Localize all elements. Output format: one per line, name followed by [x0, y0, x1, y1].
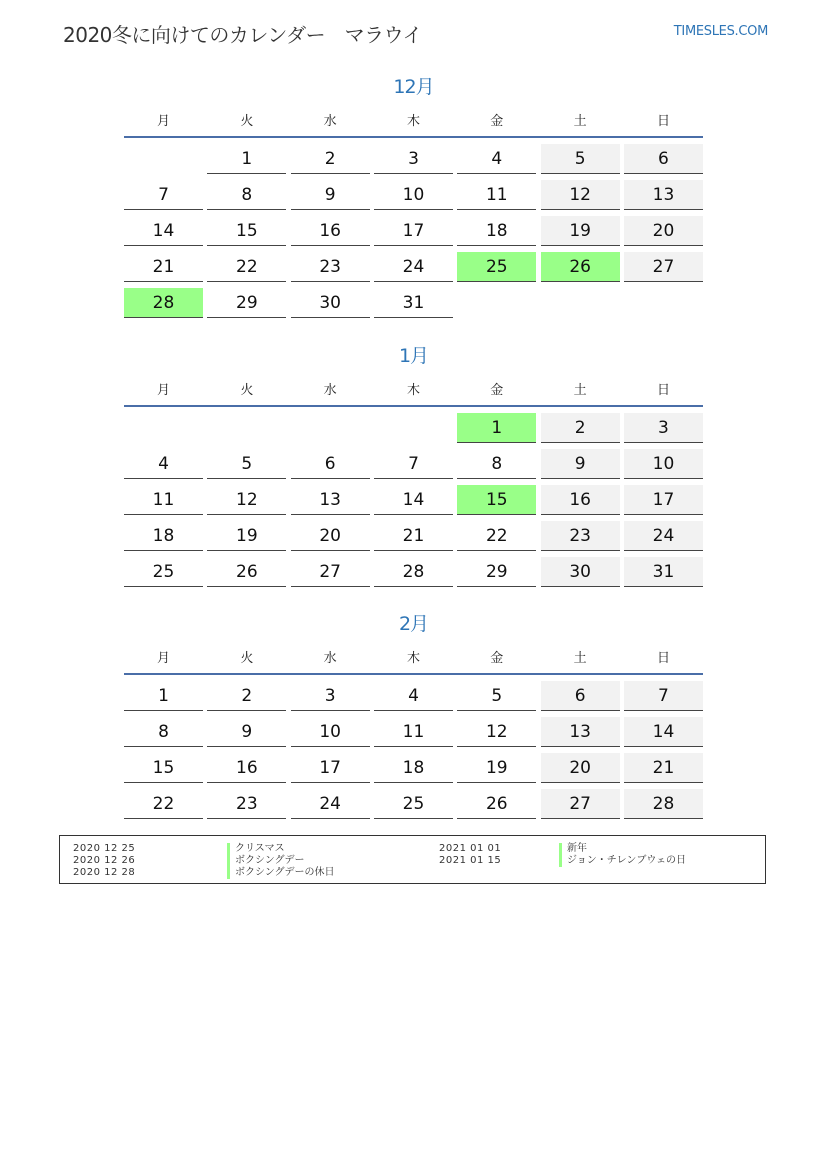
day-cell: 8: [124, 717, 203, 747]
week-row: [124, 144, 703, 174]
week-row: [124, 717, 703, 747]
day-cell: 3: [624, 413, 703, 443]
legend-holiday-name: クリスマス: [227, 843, 285, 855]
day-cell: 1: [124, 681, 203, 711]
day-cell: 22: [457, 521, 536, 551]
week-row: [124, 252, 703, 282]
day-cell: 2: [207, 681, 286, 711]
empty-day-cell: [541, 288, 620, 318]
day-cell: 17: [374, 216, 453, 246]
weekday-label: 水: [323, 651, 337, 666]
weekday-label: 日: [656, 651, 670, 666]
day-cell: 18: [374, 753, 453, 783]
day-cell: 5: [207, 449, 286, 479]
page-title: 2020冬に向けてのカレンダー マラウイ: [63, 23, 422, 47]
weekday-label: 火: [240, 383, 254, 398]
empty-day-cell: [207, 413, 286, 443]
day-cell: 27: [291, 557, 370, 587]
week-row: [124, 216, 703, 246]
week-row: [124, 521, 703, 551]
day-cell: 19: [541, 216, 620, 246]
header-divider: [124, 405, 703, 407]
weekday-label: 土: [573, 651, 587, 666]
week-row: [124, 485, 703, 515]
day-cell: 24: [624, 521, 703, 551]
day-cell: 6: [624, 144, 703, 174]
day-cell: 12: [207, 485, 286, 515]
day-cell: 4: [124, 449, 203, 479]
weekday-header-row: [124, 110, 703, 129]
day-cell: 23: [207, 789, 286, 819]
day-cell: 31: [624, 557, 703, 587]
holiday-day-cell: 28: [124, 288, 203, 318]
weekday-label: 火: [240, 651, 254, 666]
day-cell: 9: [207, 717, 286, 747]
weekday-label: 金: [490, 651, 504, 666]
day-cell: 10: [374, 180, 453, 210]
day-cell: 6: [291, 449, 370, 479]
day-cell: 8: [457, 449, 536, 479]
month-title: 1月: [398, 345, 429, 367]
empty-day-cell: [624, 288, 703, 318]
day-cell: 24: [291, 789, 370, 819]
day-cell: 3: [291, 681, 370, 711]
day-cell: 10: [624, 449, 703, 479]
day-cell: 11: [124, 485, 203, 515]
weekday-label: 月: [156, 651, 170, 666]
day-cell: 18: [457, 216, 536, 246]
day-cell: 19: [457, 753, 536, 783]
legend-holiday-name: ボクシングデー: [227, 855, 305, 867]
day-cell: 4: [457, 144, 536, 174]
holiday-legend: [59, 835, 766, 884]
day-cell: 2: [291, 144, 370, 174]
day-cell: 16: [207, 753, 286, 783]
week-row: [124, 557, 703, 587]
day-cell: 14: [624, 717, 703, 747]
holiday-day-cell: 25: [457, 252, 536, 282]
month-title: 2月: [398, 613, 429, 635]
legend-holiday-name: 新年: [559, 843, 587, 855]
day-cell: 14: [374, 485, 453, 515]
day-cell: 7: [374, 449, 453, 479]
empty-day-cell: [457, 288, 536, 318]
day-cell: 12: [457, 717, 536, 747]
site-link[interactable]: TIMESLES.COM: [673, 24, 768, 39]
week-row: [124, 681, 703, 711]
day-cell: 22: [207, 252, 286, 282]
day-cell: 28: [374, 557, 453, 587]
day-cell: 4: [374, 681, 453, 711]
legend-date: 2020 12 25: [73, 843, 136, 854]
day-cell: 21: [124, 252, 203, 282]
day-cell: 25: [124, 557, 203, 587]
weekday-label: 水: [323, 114, 337, 129]
empty-day-cell: [124, 144, 203, 174]
holiday-day-cell: 15: [457, 485, 536, 515]
day-cell: 22: [124, 789, 203, 819]
day-cell: 5: [457, 681, 536, 711]
day-cell: 9: [291, 180, 370, 210]
day-cell: 9: [541, 449, 620, 479]
empty-day-cell: [374, 413, 453, 443]
holiday-day-cell: 26: [541, 252, 620, 282]
day-cell: 26: [457, 789, 536, 819]
week-row: [124, 753, 703, 783]
day-cell: 18: [124, 521, 203, 551]
week-row: [124, 449, 703, 479]
weekday-label: 土: [573, 114, 587, 129]
header-divider: [124, 673, 703, 675]
day-cell: 7: [624, 681, 703, 711]
day-cell: 30: [541, 557, 620, 587]
day-cell: 14: [124, 216, 203, 246]
day-cell: 6: [541, 681, 620, 711]
day-cell: 20: [291, 521, 370, 551]
legend-holiday-name: ジョン・チレンブウェの日: [559, 855, 686, 867]
weekday-label: 金: [490, 114, 504, 129]
day-cell: 23: [541, 521, 620, 551]
holiday-day-cell: 1: [457, 413, 536, 443]
day-cell: 28: [624, 789, 703, 819]
day-cell: 2: [541, 413, 620, 443]
legend-date: 2020 12 26: [73, 855, 136, 866]
weekday-label: 日: [656, 114, 670, 129]
weekday-label: 水: [323, 383, 337, 398]
day-cell: 26: [207, 557, 286, 587]
weekday-label: 金: [490, 383, 504, 398]
weekday-label: 木: [406, 651, 420, 666]
day-cell: 11: [457, 180, 536, 210]
day-cell: 31: [374, 288, 453, 318]
empty-day-cell: [291, 413, 370, 443]
day-cell: 16: [291, 216, 370, 246]
day-cell: 13: [541, 717, 620, 747]
day-cell: 7: [124, 180, 203, 210]
day-cell: 25: [374, 789, 453, 819]
day-cell: 21: [374, 521, 453, 551]
day-cell: 27: [624, 252, 703, 282]
day-cell: 13: [291, 485, 370, 515]
day-cell: 13: [624, 180, 703, 210]
weekday-label: 火: [240, 114, 254, 129]
day-cell: 5: [541, 144, 620, 174]
day-cell: 23: [291, 252, 370, 282]
day-cell: 27: [541, 789, 620, 819]
week-row: [124, 789, 703, 819]
legend-date: 2020 12 28: [73, 867, 136, 878]
day-cell: 17: [624, 485, 703, 515]
legend-date: 2021 01 01: [439, 843, 502, 854]
legend-date: 2021 01 15: [439, 855, 502, 866]
day-cell: 3: [374, 144, 453, 174]
day-cell: 30: [291, 288, 370, 318]
day-cell: 20: [541, 753, 620, 783]
day-cell: 20: [624, 216, 703, 246]
month-title: 12月: [393, 76, 434, 98]
weekday-label: 木: [406, 114, 420, 129]
day-cell: 15: [207, 216, 286, 246]
legend-holiday-name: ボクシングデーの休日: [227, 867, 335, 879]
day-cell: 21: [624, 753, 703, 783]
weekday-label: 月: [156, 114, 170, 129]
week-row: [124, 180, 703, 210]
day-cell: 19: [207, 521, 286, 551]
weekday-header-row: [124, 647, 703, 666]
weekday-label: 日: [656, 383, 670, 398]
day-cell: 17: [291, 753, 370, 783]
weekday-label: 月: [156, 383, 170, 398]
week-row: [124, 288, 703, 318]
empty-day-cell: [124, 413, 203, 443]
week-row: [124, 413, 703, 443]
day-cell: 16: [541, 485, 620, 515]
day-cell: 10: [291, 717, 370, 747]
day-cell: 11: [374, 717, 453, 747]
day-cell: 1: [207, 144, 286, 174]
weekday-header-row: [124, 379, 703, 398]
weekday-label: 木: [406, 383, 420, 398]
day-cell: 24: [374, 252, 453, 282]
weekday-label: 土: [573, 383, 587, 398]
day-cell: 29: [457, 557, 536, 587]
day-cell: 15: [124, 753, 203, 783]
header-divider: [124, 136, 703, 138]
day-cell: 29: [207, 288, 286, 318]
day-cell: 12: [541, 180, 620, 210]
day-cell: 8: [207, 180, 286, 210]
